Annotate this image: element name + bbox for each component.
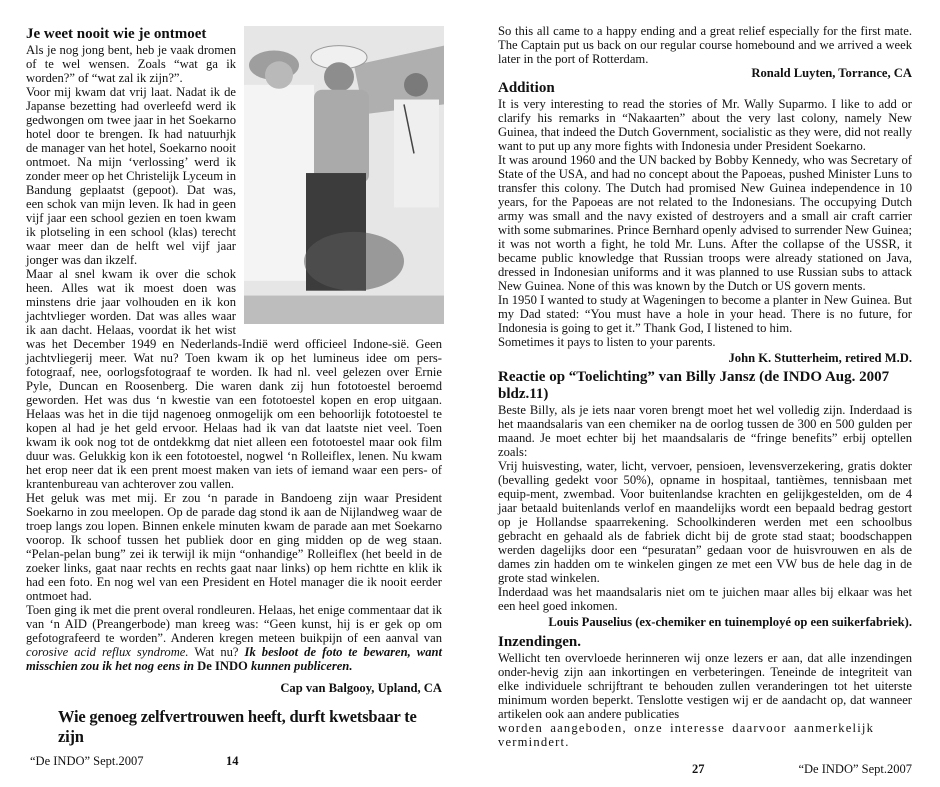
text-bold-italic: kunnen publiceren. [247, 659, 353, 673]
left-page [0, 0, 470, 779]
text-italic: corosive acid reflux syndrome. [26, 645, 189, 659]
parade-photo-illustration [244, 26, 444, 324]
reactie-signature: Louis Pauselius (ex-chemiker en tuinemployé op een suikerfabriek). [548, 615, 912, 629]
intro-signature: Ronald Luyten, Torrance, CA [751, 66, 912, 80]
intro-paragraph: So this all came to a happy ending and a great relief especially for the first mate. The Captain put us back on our regular course homebound and we arrived a week later in the port of Rotterdam. [498, 24, 912, 66]
addition-signature: John K. Stutterheim, retired M.D. [728, 351, 912, 365]
reactie-paragraph: Inderdaad was het maandsalaris niet om te juichen maar alles bij elkaar was het een heel goed inkomen. [498, 585, 912, 613]
article-paragraph: Als je nog jong bent, heb je vaak dromen of te wel wensen. Zoals “wat ga ik worden?” of “wat zal ik zijn?”. [26, 43, 236, 85]
motto: Wie genoeg zelfvertrouwen heeft, durft kwetsbaar te zijn [58, 707, 417, 746]
spacer [498, 749, 912, 755]
right-column [498, 24, 912, 749]
reactie-paragraph: Vrij huisvesting, water, licht, vervoer, pensioen, levensverzekering, gratis dokter (bevalling gedekt voor 50%), opname in hospitaal, tantièmes, tennisbaan met equip-ment, zwembad. Voor buitenlandse krachten en gelijkgestelden, om de 4 jaar betaald buitenlands verlof en maandelijks wordt een bepaald bedrag gestort op je Hollandse spaarrekening. Schoolkinderen werden met een schoolbus gebracht en gehaald als de fabriek dicht bij de grote stad staat; boodschappen werden dagelijks door een “pesuratan” gedaan voor de huisvrouwen en als de dames zin hadden om te winkelen gingen ze met een VW bus de hele dag in de grote stad winkelen. [498, 459, 912, 585]
right-page [470, 0, 940, 787]
right-footer [498, 761, 912, 777]
inzendingen-paragraph: Wellicht ten overvloede herinneren wij onze lezers er aan, dat alle inzendingen onder-hevig zijn aan inkortingen en verbeteringen. Teneinde de integriteit van elke individuele schrijftrant te behouden zullen veranderingen tot het uiterste minimum worden beperkt. Tenslotte vestigen wij er de aandacht op, dat wanneer artikelen ook aan andere publicaties [498, 651, 912, 721]
article-title: Je weet nooit wie je ontmoet [26, 26, 207, 42]
article-paragraph: Het geluk was met mij. Er zou ‘n parade in Bandoeng zijn waar President Soekarno in zou meelopen. Op de parade dag stond ik aan de Nijlandweg waar de troep langs zou lopen. Binnen enkele minuten kwam de parade aan met Soekarno voorop. Ik schoof tussen het publiek door en ging midden op de weg staan. “Pelan-pelan bung” zei ik terwijl ik mijn “onhandige” Rolleiflex (het beeld in de zoeker links, gaat naar rechts en rechts gaat naar links) op hem richtte en klik ik had een foto. En nog wel van een President en Hotel manager die ik nooit eerder ontmoet had. [26, 491, 442, 603]
page-number: 14 [226, 754, 239, 768]
publication-name: De INDO [197, 659, 248, 673]
text-bold-italic: Ik besloot de foto te bewaren, want misschien zou ik het nog eens in [26, 645, 442, 673]
text-plain: Wat nu? [188, 645, 245, 659]
left-column [26, 26, 442, 695]
addition-paragraph: Sometimes it pays to listen to your parents. [498, 335, 716, 349]
addition-paragraph: It is very interesting to read the stories of Mr. Wally Suparmo. I like to add or clarify his remarks in “Nakaarten” about the very last colony, namely New Guinea, that indeed the Dutch Government, socialistic as they were, did not really want to put up any more fights with Indonesia under President Soekarno. [498, 97, 912, 153]
article-paragraph-last [26, 603, 442, 673]
text-plain: Toen ging ik met die prent overal rondleuren. Helaas, het enige commentaar dat ik van ‘n AID (Preangerbode) man kreeg was: “Geen kunst, hij is er gek op om gefotografeerd te worden”. Anderen kregen meteen buikpijn of een aanval van [26, 603, 442, 645]
inzendingen-last-line: worden aangeboden, onze interesse daarvoor aanmerkelijk vermindert. [498, 721, 875, 749]
left-footer [26, 753, 442, 769]
footer-publication: “De INDO” Sept.2007 [798, 762, 912, 776]
article-paragraph: Voor mij kwam dat vrij laat. Nadat ik de Japanse bezetting had overleefd werd ik gedwongen om twee jaar in het Soekarno hotel door te brengen. Ik had natuurhjk de manager van het hotel, Soekarno nooit ontmoet. Na mijn ‘verlossing’ werd ik zonder meer op het Christelijk Lyceum in Bandung geplaatst (gepoot). Dat was, een schok van mijn leven. Ik had in geen vijf jaar een school gezien en toen kwam ik plotseling in een school (klas) terecht waar meer dan de helft wel vijf jaar jonger was dan ikzelf. [26, 85, 236, 267]
addition-title: Addition [498, 80, 555, 96]
addition-paragraph: It was around 1960 and the UN backed by Bobby Kennedy, who was Secretary of State of the USA, and had no concept about the Papoeas, pushed Minister Luns to transfer this colony. The Dutch had promised New Guinea independence in 10 years, for the Papoeas are not related to the Indonesians. The occupying Dutch army was small and the navy existed of destroyers and a small air craft carrier with some submarines. Prince Bernhard openly advised to surrender New Guinea; it was not worth a fight, he told Mr. Luns. After the collapse of the USSR, it became public knowledge that Russian troops were already stationed on Java, dressed in Indonesian uniforms and it was planned to use Russian subs to attack New Guinea. None of this was known by the Dutch or US govern ments. [498, 153, 912, 293]
addition-paragraph: In 1950 I wanted to study at Wageningen to become a planter in New Guinea. But my Dad stated: “You must have a hole in your head. There is no future, for Indonesia is going to get it.” Thank God, I listened to him. [498, 293, 912, 335]
spacer [26, 695, 442, 701]
footer-publication: “De INDO” Sept.2007 [30, 754, 144, 768]
article-signature: Cap van Balgooy, Upland, CA [280, 681, 442, 695]
article-paragraph: Maar al snel kwam ik over die schok heen. Alles wat ik moest doen was minstens drie jaar volhouden en ik kon jachtvlieger worden. Dat was alles waar ik aan dacht. Helaas, voordat ik het wist was het December 1949 en Nederlands-Indië werd officieel Indone-sië. Geen jachtvliegerij meer. Wat nu? Toen kwam ik op het lumineus idee om pers-fotograaf, nee, oorlogsfotograaf te worden. Ik had nl. veel gelezen over Ernie Pyle, Duncan en Roosenberg. Die waren dank zij hun fototoestel beroemd geworden. Het was dus ‘n kwestie van een fototoestel kopen en erop uitgaan. Helaas was het in die tijd nagenoeg onmogelijk om een behoorlijk fototoestel te kopen al had je het geld ervoor. Helaas had ik van dat laatste niet veel. Toen kwam ik ook nog tot de ontdekkmg dat niet alleen een fototoestel maar ook film duur was. Gelukkig kon ik een fototoestel, nogwel ‘n Rolleiflex, lenen. Nu kwam het erop neer dat ik een prent moest maken van iets of iemand waar een pers- of krantenbureau van achterover zou vallen. [26, 267, 442, 491]
inzendingen-title: Inzendingen. [498, 634, 581, 650]
parade-photo [244, 26, 444, 324]
page-number: 27 [692, 762, 705, 776]
reactie-paragraph: Beste Billy, als je iets naar voren brengt moet het wel volledig zijn. Inderdaad is het maandsalaris van een chemiker na de oorlog tussen de 300 en 500 gulden per maand. Je moet echter bij het maandsalaris de “fringe benefits” erbij optellen zoals: [498, 403, 912, 459]
reactie-title: Reactie op “Toelichting” van Billy Jansz (de INDO Aug. 2007 bldz.11) [498, 369, 890, 402]
